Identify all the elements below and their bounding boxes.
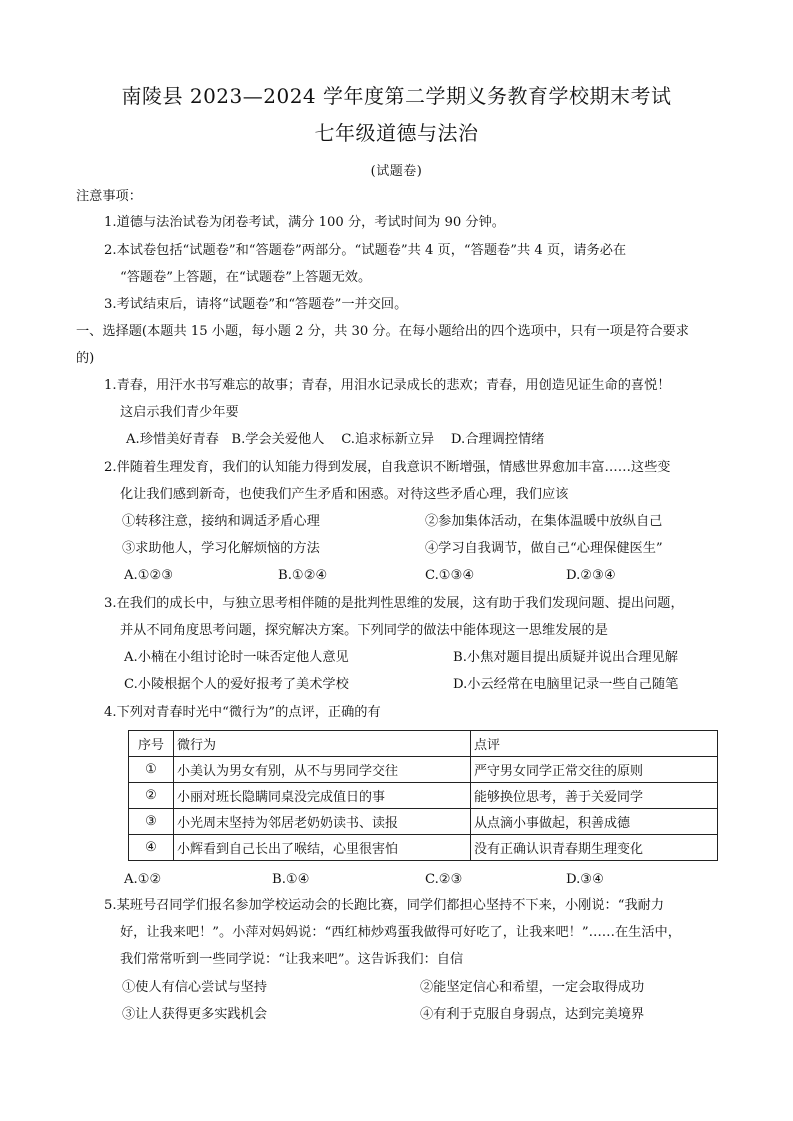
q4-option-d: D.③④ bbox=[566, 872, 604, 887]
q3-option-c: C.小陵根据个人的爱好报考了美术学校 bbox=[124, 677, 349, 692]
paper-type: (试题卷) bbox=[370, 164, 423, 179]
table-header-cell: 点评 bbox=[471, 731, 718, 757]
table-cell: 小美认为男女有别，从不与男同学交往 bbox=[174, 757, 471, 783]
q4-table bbox=[128, 730, 718, 861]
q2-statement-3: ③求助他人，学习化解烦恼的方法 bbox=[122, 541, 320, 556]
subject-title: 七年级道德与法治 bbox=[314, 121, 479, 145]
table-cell: 严守男女同学正常交往的原则 bbox=[471, 757, 718, 783]
q2-option-b: B.①②④ bbox=[278, 568, 328, 583]
q4-option-a: A.①② bbox=[124, 872, 162, 887]
notice-heading: 注意事项： bbox=[76, 189, 142, 204]
q3-option-a: A.小楠在小组讨论时一味否定他人意见 bbox=[124, 650, 349, 665]
table-cell: ④ bbox=[129, 835, 174, 861]
q1-stem-cont: 这启示我们青少年要 bbox=[120, 405, 239, 420]
table-cell: 能够换位思考，善于关爱同学 bbox=[471, 783, 718, 809]
notice-item-3: 3.考试结束后，请将“试题卷”和“答题卷”一并交回。 bbox=[104, 297, 408, 312]
q4-option-c: C.②③ bbox=[425, 872, 463, 887]
q2-statement-1: ①转移注意，接纳和调适矛盾心理 bbox=[122, 514, 320, 529]
table-header-cell: 微行为 bbox=[174, 731, 471, 757]
q5-statement-2: ②能坚定信心和希望，一定会取得成功 bbox=[420, 980, 645, 995]
q3-stem: 3.在我们的成长中，与独立思考相伴随的是批判性思维的发展，这有助于我们发现问题、提出问题， bbox=[104, 596, 684, 611]
table-row bbox=[129, 783, 718, 809]
table-row bbox=[129, 757, 718, 783]
q1-stem: 1.青春，用汗水书写难忘的故事；青春，用泪水记录成长的悲欢；青春，用创造见证生命的喜悦！ bbox=[104, 378, 671, 393]
table-row bbox=[129, 809, 718, 835]
q5-statement-3: ③让人获得更多实践机会 bbox=[122, 1007, 268, 1022]
q5-stem-cont-2: 我们常常听到一些同学说：“让我来吧”。这告诉我们：自信 bbox=[120, 952, 464, 967]
q2-stem: 2.伴随着生理发育，我们的认知能力得到发展，自我意识不断增强，情感世界愈加丰富……这些变 bbox=[104, 460, 671, 475]
q2-statement-2: ②参加集体活动，在集体温暖中放纵自己 bbox=[425, 514, 663, 529]
section1-heading-cont: 的) bbox=[76, 351, 95, 366]
q5-statement-1: ①使人有信心尝试与坚持 bbox=[122, 980, 268, 995]
q4-stem: 4.下列对青春时光中“微行为”的点评，正确的有 bbox=[104, 705, 381, 720]
table-header-cell: 序号 bbox=[129, 731, 174, 757]
q5-stem-cont-1: 好，让我来吧！”。小萍对妈妈说：“西红柿炒鸡蛋我做得可好吃了，让我来吧！”……在生活中， bbox=[120, 925, 681, 940]
table-cell: 小丽对班长隐瞒同桌没完成值日的事 bbox=[174, 783, 471, 809]
table-cell: ③ bbox=[129, 809, 174, 835]
q3-option-d: D.小云经常在电脑里记录一些自己随笔 bbox=[453, 677, 679, 692]
exam-title: 南陵县 2023—2024 学年度第二学期义务教育学校期末考试 bbox=[121, 84, 672, 108]
table-cell: 小光周末坚持为邻居老奶奶读书、读报 bbox=[174, 809, 471, 835]
table-cell: 没有正确认识青春期生理变化 bbox=[471, 835, 718, 861]
q5-statement-4: ④有利于克服自身弱点，达到完美境界 bbox=[420, 1007, 645, 1022]
q5-stem: 5.某班号召同学们报名参加学校运动会的长跑比赛，同学们都担心坚持不下来，小刚说：“我耐力 bbox=[104, 898, 665, 913]
q4-option-b: B.①④ bbox=[272, 872, 310, 887]
table-header-row bbox=[129, 731, 718, 757]
table-cell: 从点滴小事做起，积善成德 bbox=[471, 809, 718, 835]
table-cell: 小辉看到自己长出了喉结，心里很害怕 bbox=[174, 835, 471, 861]
q3-stem-cont: 并从不同角度思考问题，探究解决方案。下列同学的做法中能体现这一思维发展的是 bbox=[120, 623, 608, 638]
notice-item-2: 2.本试卷包括“试题卷”和“答题卷”两部分。“试题卷”共 4 页，“答题卷”共 4 页，请务必在 bbox=[104, 243, 627, 258]
q2-option-d: D.②③④ bbox=[566, 568, 616, 583]
q1-options: A.珍惜美好青春 B.学会关爱他人 C.追求标新立异 D.合理调控情绪 bbox=[126, 432, 545, 447]
table-row bbox=[129, 835, 718, 861]
q2-option-c: C.①③④ bbox=[425, 568, 475, 583]
q2-stem-cont: 化让我们感到新奇，也使我们产生矛盾和困惑。对待这些矛盾心理，我们应该 bbox=[120, 487, 569, 502]
table-cell: ① bbox=[129, 757, 174, 783]
table-cell: ② bbox=[129, 783, 174, 809]
q2-option-a: A.①②③ bbox=[124, 568, 174, 583]
notice-item-2-cont: “答题卷”上答题，在“试题卷”上答题无效。 bbox=[120, 270, 372, 285]
notice-item-1: 1.道德与法治试卷为闭卷考试，满分 100 分，考试时间为 90 分钟。 bbox=[104, 215, 505, 230]
q2-statement-4: ④学习自我调节，做自己“心理保健医生” bbox=[425, 541, 663, 556]
section1-heading: 一、选择题(本题共 15 小题，每小题 2 分，共 30 分。在每小题给出的四个选项中，只有一项是符合要求 bbox=[76, 324, 689, 339]
q3-option-b: B.小焦对题目提出质疑并说出合理见解 bbox=[453, 650, 678, 665]
